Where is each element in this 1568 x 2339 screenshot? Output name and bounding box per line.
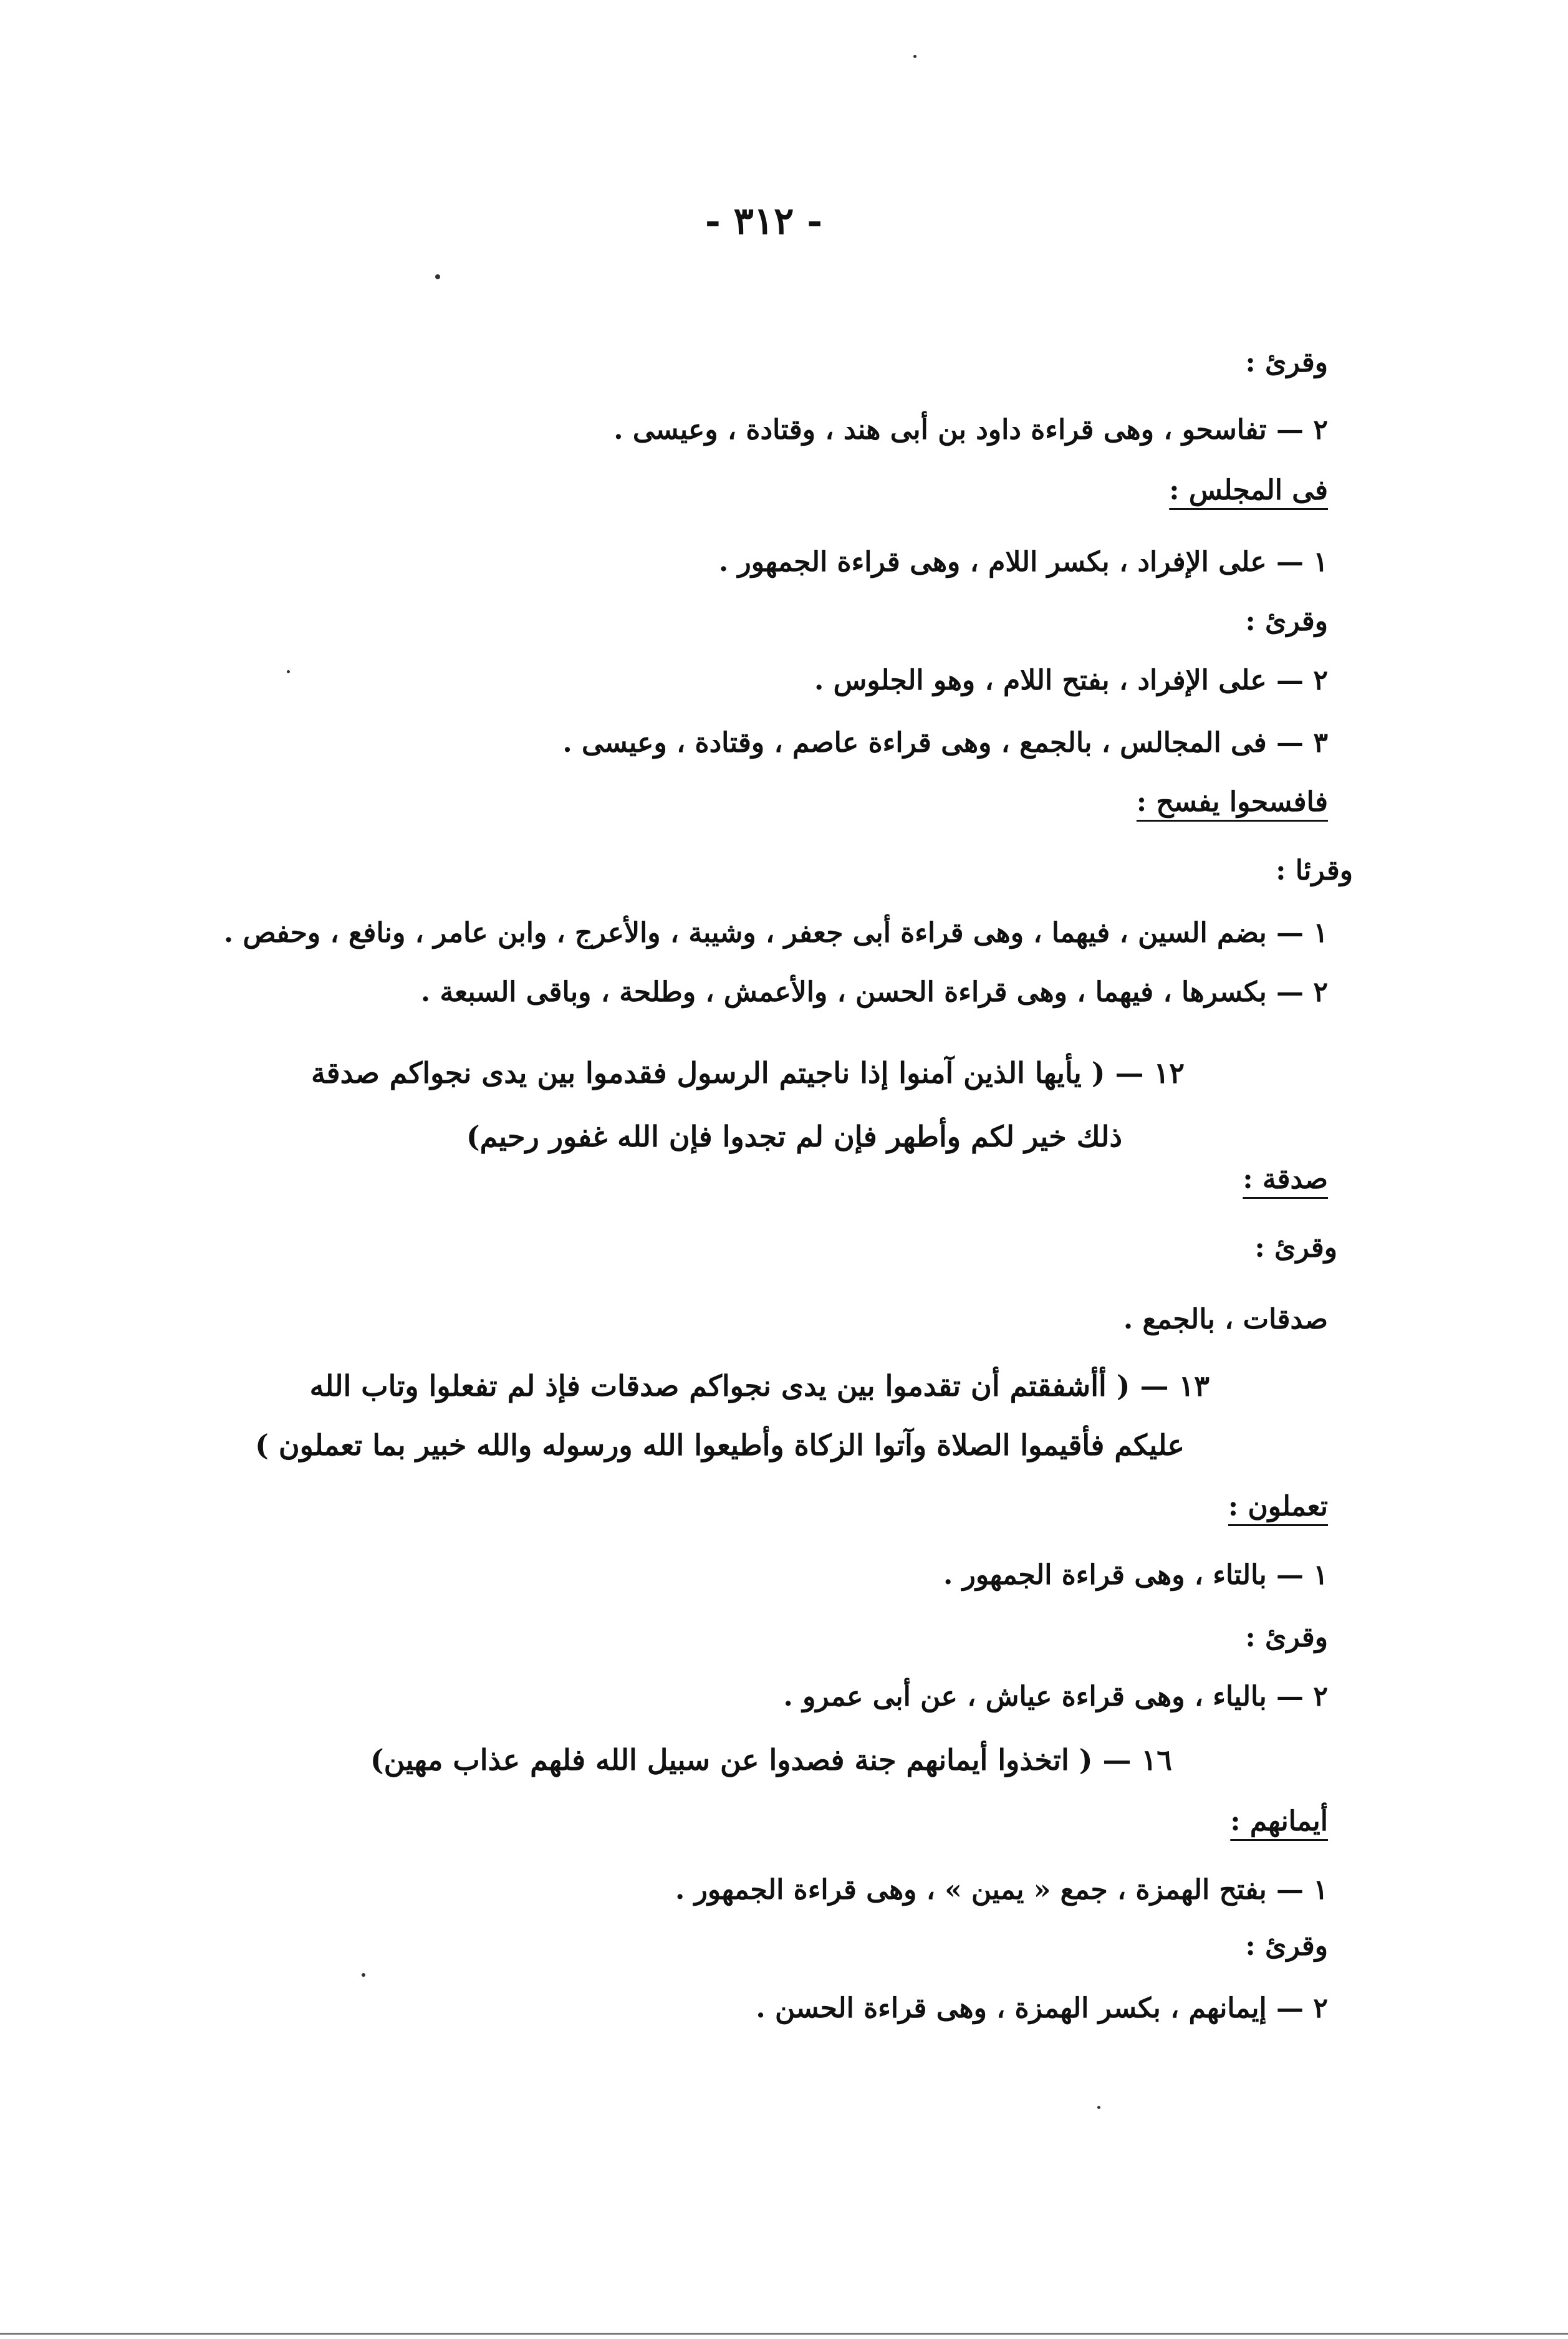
- verse-line: ١٢ — ( يأيها الذين آمنوا إذا ناجيتم الرسول فقدموا بين يدى نجواكم صدقة: [310, 1056, 1185, 1090]
- verse-line: عليكم فأقيموا الصلاة وآتوا الزكاة وأطيعوا الله ورسوله والله خبير بما تعملون ): [255, 1428, 1185, 1462]
- section-heading: فافسحوا يفسح :: [1136, 786, 1328, 818]
- text-line: ٢ — على الإفراد ، بفتح اللام ، وهو الجلوس .: [814, 665, 1328, 696]
- text-line: وقرئ :: [1245, 1621, 1328, 1653]
- text-line: ٢ — بالياء ، وهى قراءة عياش ، عن أبى عمرو .: [783, 1681, 1328, 1712]
- section-heading: فى المجلس :: [1169, 474, 1328, 506]
- text-line: ٢ — بكسرها ، فيهما ، وهى قراءة الحسن ، والأعمش ، وطلحة ، وباقى السبعة .: [420, 976, 1328, 1008]
- verse-line: ١٦ — ( اتخذوا أيمانهم جنة فصدوا عن سبيل الله فلهم عذاب مهين): [370, 1743, 1172, 1777]
- text-line: ١ — على الإفراد ، بكسر اللام ، وهى قراءة الجمهور .: [718, 546, 1328, 578]
- section-heading: تعملون :: [1228, 1491, 1328, 1522]
- scan-speck: [1097, 2106, 1100, 2109]
- text-line: ١ — بضم السين ، فيهما ، وهى قراءة أبى جعفر ، وشيبة ، والأعرج ، وابن عامر ، ونافع ، وحفص .: [223, 917, 1328, 949]
- scan-speck: [362, 1973, 365, 1977]
- text-line: ١ — بفتح الهمزة ، جمع « يمين » ، وهى قراءة الجمهور .: [675, 1874, 1328, 1906]
- text-line: ١ — بالتاء ، وهى قراءة الجمهور .: [943, 1559, 1328, 1591]
- text-line: ٣ — فى المجالس ، بالجمع ، وهى قراءة عاصم ، وقتادة ، وعيسى .: [562, 727, 1328, 759]
- text-line: وقرئا :: [1276, 855, 1353, 886]
- scan-speck: [287, 670, 290, 673]
- text-line: صدقات ، بالجمع .: [1123, 1304, 1328, 1335]
- verse-line: ذلك خير لكم وأطهر فإن لم تجدوا فإن الله غفور رحيم): [466, 1120, 1122, 1153]
- page-bottom-edge: [0, 2333, 1568, 2335]
- page-number: - ٣١٢ -: [705, 199, 823, 243]
- verse-line: ١٣ — ( أأشفقتم أن تقدموا بين يدى نجواكم صدقات فإذ لم تفعلوا وتاب الله: [309, 1369, 1210, 1403]
- text-line: وقرئ :: [1254, 1232, 1337, 1264]
- scan-speck: [435, 274, 440, 279]
- text-line: وقرئ :: [1245, 347, 1328, 378]
- text-line: وقرئ :: [1245, 1930, 1328, 1962]
- text-line: وقرئ :: [1245, 605, 1328, 637]
- text-line: ٢ — إيمانهم ، بكسر الهمزة ، وهى قراءة الحسن .: [756, 1992, 1328, 2024]
- text-line: ٢ — تفاسحو ، وهى قراءة داود بن أبى هند ، وقتادة ، وعيسى .: [613, 414, 1328, 446]
- scan-speck: [913, 55, 916, 58]
- section-heading: صدقة :: [1243, 1163, 1328, 1195]
- section-heading: أيمانهم :: [1230, 1805, 1328, 1837]
